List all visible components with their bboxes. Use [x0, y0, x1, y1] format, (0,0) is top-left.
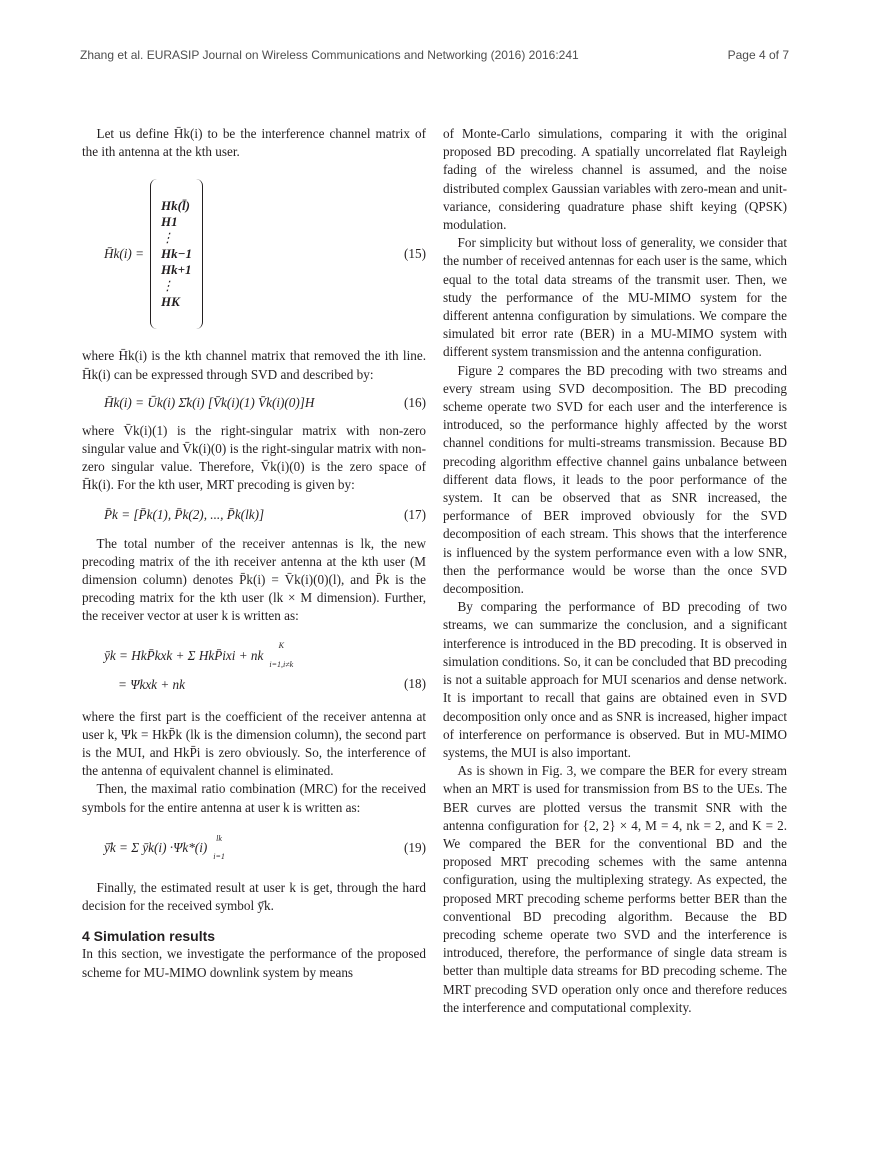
- paragraph: Finally, the estimated result at user k is get, through the hard decision for the received symbol ȳ̄k.: [82, 879, 426, 914]
- equation-17: [82, 503, 426, 527]
- paragraph: Let us define H̄k(i) to be the interference channel matrix of the ith antenna at the kth user.: [82, 126, 426, 160]
- left-paren: [150, 179, 157, 329]
- right-column: [443, 125, 787, 1017]
- matrix-row: ⋮: [161, 278, 175, 294]
- matrix-row: Hk+1: [161, 262, 192, 278]
- page-number: Page 4 of 7: [727, 48, 789, 62]
- equation-line: = Ψkxk + nk: [118, 676, 185, 692]
- paragraph: As is shown in Fig. 3, we compare the BER for every stream when an MRT is used for transmission from BS to the UEs. The BER curves are plotted versus the transmit SNR with the antenna configuration for {2, 2} × 4, M = 4, nk = 2, and K = 2. We compared the BER for the conventional BD and the proposed MRT precoding schemes with the same antenna configuration, using the multiplexing strategy. As expected, the proposed MRT precoding scheme performs better BER than the conventional BD precoding algorithm. Because the BD precoding scheme operate two SVD and the interference is introduced, therefore, the performance of single data stream is better than multiple data streams for BD precoding scheme. The MRT precoding SVD operation only once and therefore reduces the interference and computational complexity.: [443, 763, 787, 1015]
- paragraph: By comparing the performance of BD precoding of two streams, we can summarize the conclusion, and a significant interference is introduced in the BD precoding. It is observed in simulation conditions. So, it can be concluded that BD precoding is not a suitable approach for MUI scenarios and dense network. It is important to recall that gains are obtained even in SVD decomposition only once and as SNR is increased, higher impact of interference on performance is observed. But in MU-MIMO systems, the MUI is also important.: [443, 599, 787, 760]
- matrix-row: Hk−1: [161, 246, 193, 262]
- equation-body: P̄k = [P̄k(1), P̄k(2), ..., P̄k(lk)]: [104, 506, 265, 522]
- equation-19: [82, 827, 426, 869]
- paragraph: The total number of the receiver antennas is lk, the new precoding matrix of the ith receiver antenna at the kth user (M dimension column) denotes P̄k(i) = V̄k(i)(0)(l), and P̄k is the precoding matrix for the kth user (lk × M dimension). Further, the receiver vector at user k is written as:: [82, 535, 426, 624]
- paragraph: where H̄k(i) is the kth channel matrix that removed the ith line. H̄k(i) can be expressed through SVD and described by:: [82, 348, 426, 382]
- paragraph: where the first part is the coefficient of the receiver antenna at user k, Ψk = HkP̄k (lk is the dimension column), the second part is the MUI, and HkP̄i is zero obviously. So, the interference of the antenna of equivalent channel is eliminated.: [82, 708, 426, 779]
- matrix-row: Hk(l̄): [161, 198, 190, 214]
- paragraph: where V̄k(i)(1) is the right-singular matrix with non-zero singular value and V̄k(i)(0) is the right-singular matrix with non-zero singular value. Therefore, V̄k(i)(0) is the zero space of H̄k(i). For the kth user, MRT precoding is given by:: [82, 422, 426, 493]
- equation-16: [82, 392, 426, 414]
- equation-lhs: H̄k(i) =: [104, 246, 145, 262]
- sum-upper-limit: lk: [216, 833, 222, 843]
- equation-15: [82, 169, 426, 339]
- sum-lower-limit: i=1,i≠k: [269, 659, 294, 669]
- matrix-row: ⋮: [161, 230, 175, 246]
- section-heading: 4 Simulation results: [82, 928, 216, 945]
- equation-body: H̄k(i) = Ūk(i) Σ̄k(i) [V̄k(i)(1) V̄k(i)(0)]H: [104, 394, 315, 410]
- matrix-row: H1: [161, 214, 178, 230]
- sum-limits: [269, 637, 293, 673]
- sum-lower-limit: i=1: [213, 851, 225, 861]
- paragraph: Then, the maximal ratio combination (MRC) for the received symbols for the entire antenna at user k is written as:: [82, 781, 426, 815]
- paragraph: In this section, we investigate the performance of the proposed scheme for MU-MIMO downlink system by means: [82, 946, 426, 980]
- sum-limits: [213, 830, 225, 866]
- left-column: [82, 125, 426, 982]
- equation-number: (19): [404, 839, 426, 855]
- equation-number: (18): [404, 675, 426, 691]
- equation-number: (15): [404, 246, 426, 262]
- equation-number: (16): [404, 394, 426, 410]
- journal-citation: Zhang et al. EURASIP Journal on Wireless Communications and Networking (2016) 2016:241: [80, 48, 579, 62]
- equation-line: ȳk = HkP̄kxk + Σ HkP̄ixi + nk: [104, 647, 264, 663]
- sum-upper-limit: K: [278, 641, 284, 651]
- equation-18: [82, 638, 426, 700]
- equation-number: (17): [404, 506, 426, 522]
- paragraph: of Monte-Carlo simulations, comparing it with the original proposed BD precoding. A spatially uncorrelated flat Rayleigh fading of the wireless channel is assumed, and the noise distributed complex Gaussian variables with zero-mean and unit-variance, considering quadrature phase shift keying (QPSK) modulation.: [443, 126, 787, 233]
- matrix: [150, 179, 203, 329]
- matrix-row: HK: [161, 294, 180, 310]
- matrix-rows: [157, 198, 196, 310]
- running-header: [80, 48, 789, 68]
- paragraph: For simplicity but without loss of generality, we consider that the number of received antennas for each user is the same, which equal to the total data streams of the transmit user. Then, we study the performance of the MU-MIMO system for the different antenna configuration by simulations. We compare the simulated bit error rate (BER) in a MU-MIMO system with different system transmission and the antenna configuration.: [443, 235, 787, 360]
- equation-body: ȳ̄k = Σ ȳk(i) ·Ψk*(i): [104, 839, 208, 855]
- paragraph: Figure 2 compares the BD precoding with two streams and every stream using SVD decomposition. The BD precoding scheme operate two SVD for each user and the interference is introduced, so the performance highly affected by the worst channel conditions for multi-streams transmission. Because BD precoding algorithm effective channel gains unbalance between different data flows, it leads to the poor performance of the system. It can be observed that as SNR increased, the performance of BER improved obviously for the SVD decomposition of each stream. This shows that the interference is influenced by the system performance even with a low SNR, then the performance would be worse than the once SVD decomposition.: [443, 362, 787, 597]
- right-paren: [196, 179, 203, 329]
